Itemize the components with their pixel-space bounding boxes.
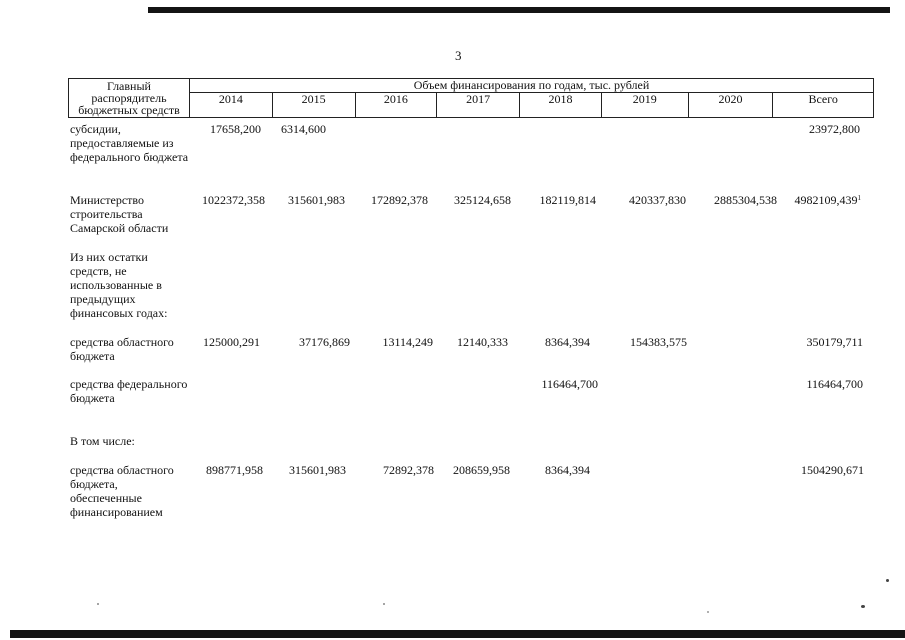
header-total: Всего [808,92,838,106]
cell-2015: 37176,869 [299,335,350,349]
cell-2014: 125000,291 [203,335,260,349]
scan-speck [861,605,865,608]
cell-2019: 154383,575 [630,335,687,349]
scan-speck [886,579,889,582]
header-year-2020: 2020 [689,93,774,118]
cell-total-value: 4982109,439 [794,193,858,207]
cell-2014: 17658,200 [210,122,261,136]
row-label: Из них остатки средств, не использованные в предыдущих финансовых годах: [70,250,168,320]
cell-2014: 1022372,358 [202,193,265,207]
row-label: В том числе: [70,434,135,448]
header-year-2016: 2016 [356,93,438,118]
scan-speck [383,603,385,605]
row-label: Министерство строительства Самарской области [70,193,169,235]
header-main-column: Главный распорядитель бюджетных средств [69,79,190,117]
header-year-2018: 2018 [520,93,602,118]
scan-speck [97,603,99,605]
cell-2016: 13114,249 [382,335,433,349]
cell-2019: 420337,830 [629,193,686,207]
cell-total: 116464,700 [806,377,863,391]
cell-2015: 6314,600 [281,122,326,136]
cell-2018: 8364,394 [545,463,590,477]
cell-2016: 72892,378 [383,463,434,477]
row-label: средства областного бюджета, обеспеченные финансированием [70,463,174,519]
cell-2016: 172892,378 [371,193,428,207]
scan-speck [707,611,709,613]
cell-2017: 325124,658 [454,193,511,207]
cell-2020: 2885304,538 [714,193,777,207]
cell-2017: 12140,333 [457,335,508,349]
cell-2018: 116464,700 [541,377,598,391]
table-header [68,78,874,118]
cell-2018: 182119,814 [539,193,596,207]
cell-2017: 208659,958 [453,463,510,477]
row-label: средства областного бюджета [70,335,174,363]
header-year-2014: 2014 [190,93,273,118]
cell-2015: 315601,983 [289,463,346,477]
header-financing-group: Объем финансирования по годам, тыс. рублей [190,79,873,93]
scan-bottom-border [10,630,905,638]
header-year-2017: 2017 [437,93,520,118]
page-number: 3 [455,48,462,63]
row-label: субсидии, предоставляемые из федерального бюджета [70,122,189,164]
header-year-2015: 2015 [273,93,356,118]
footnote-marker: 1 [857,194,861,202]
cell-total: 1504290,671 [801,463,864,477]
cell-total: 350179,711 [806,335,863,349]
header-years-row [190,93,873,118]
cell-2015: 315601,983 [288,193,345,207]
cell-2018: 8364,394 [545,335,590,349]
cell-total [761,193,861,207]
cell-total: 23972,800 [809,122,860,136]
header-year-2019: 2019 [602,93,689,118]
cell-2014: 898771,958 [206,463,263,477]
row-label: средства федерального бюджета [70,377,188,405]
scan-top-border [148,7,890,13]
